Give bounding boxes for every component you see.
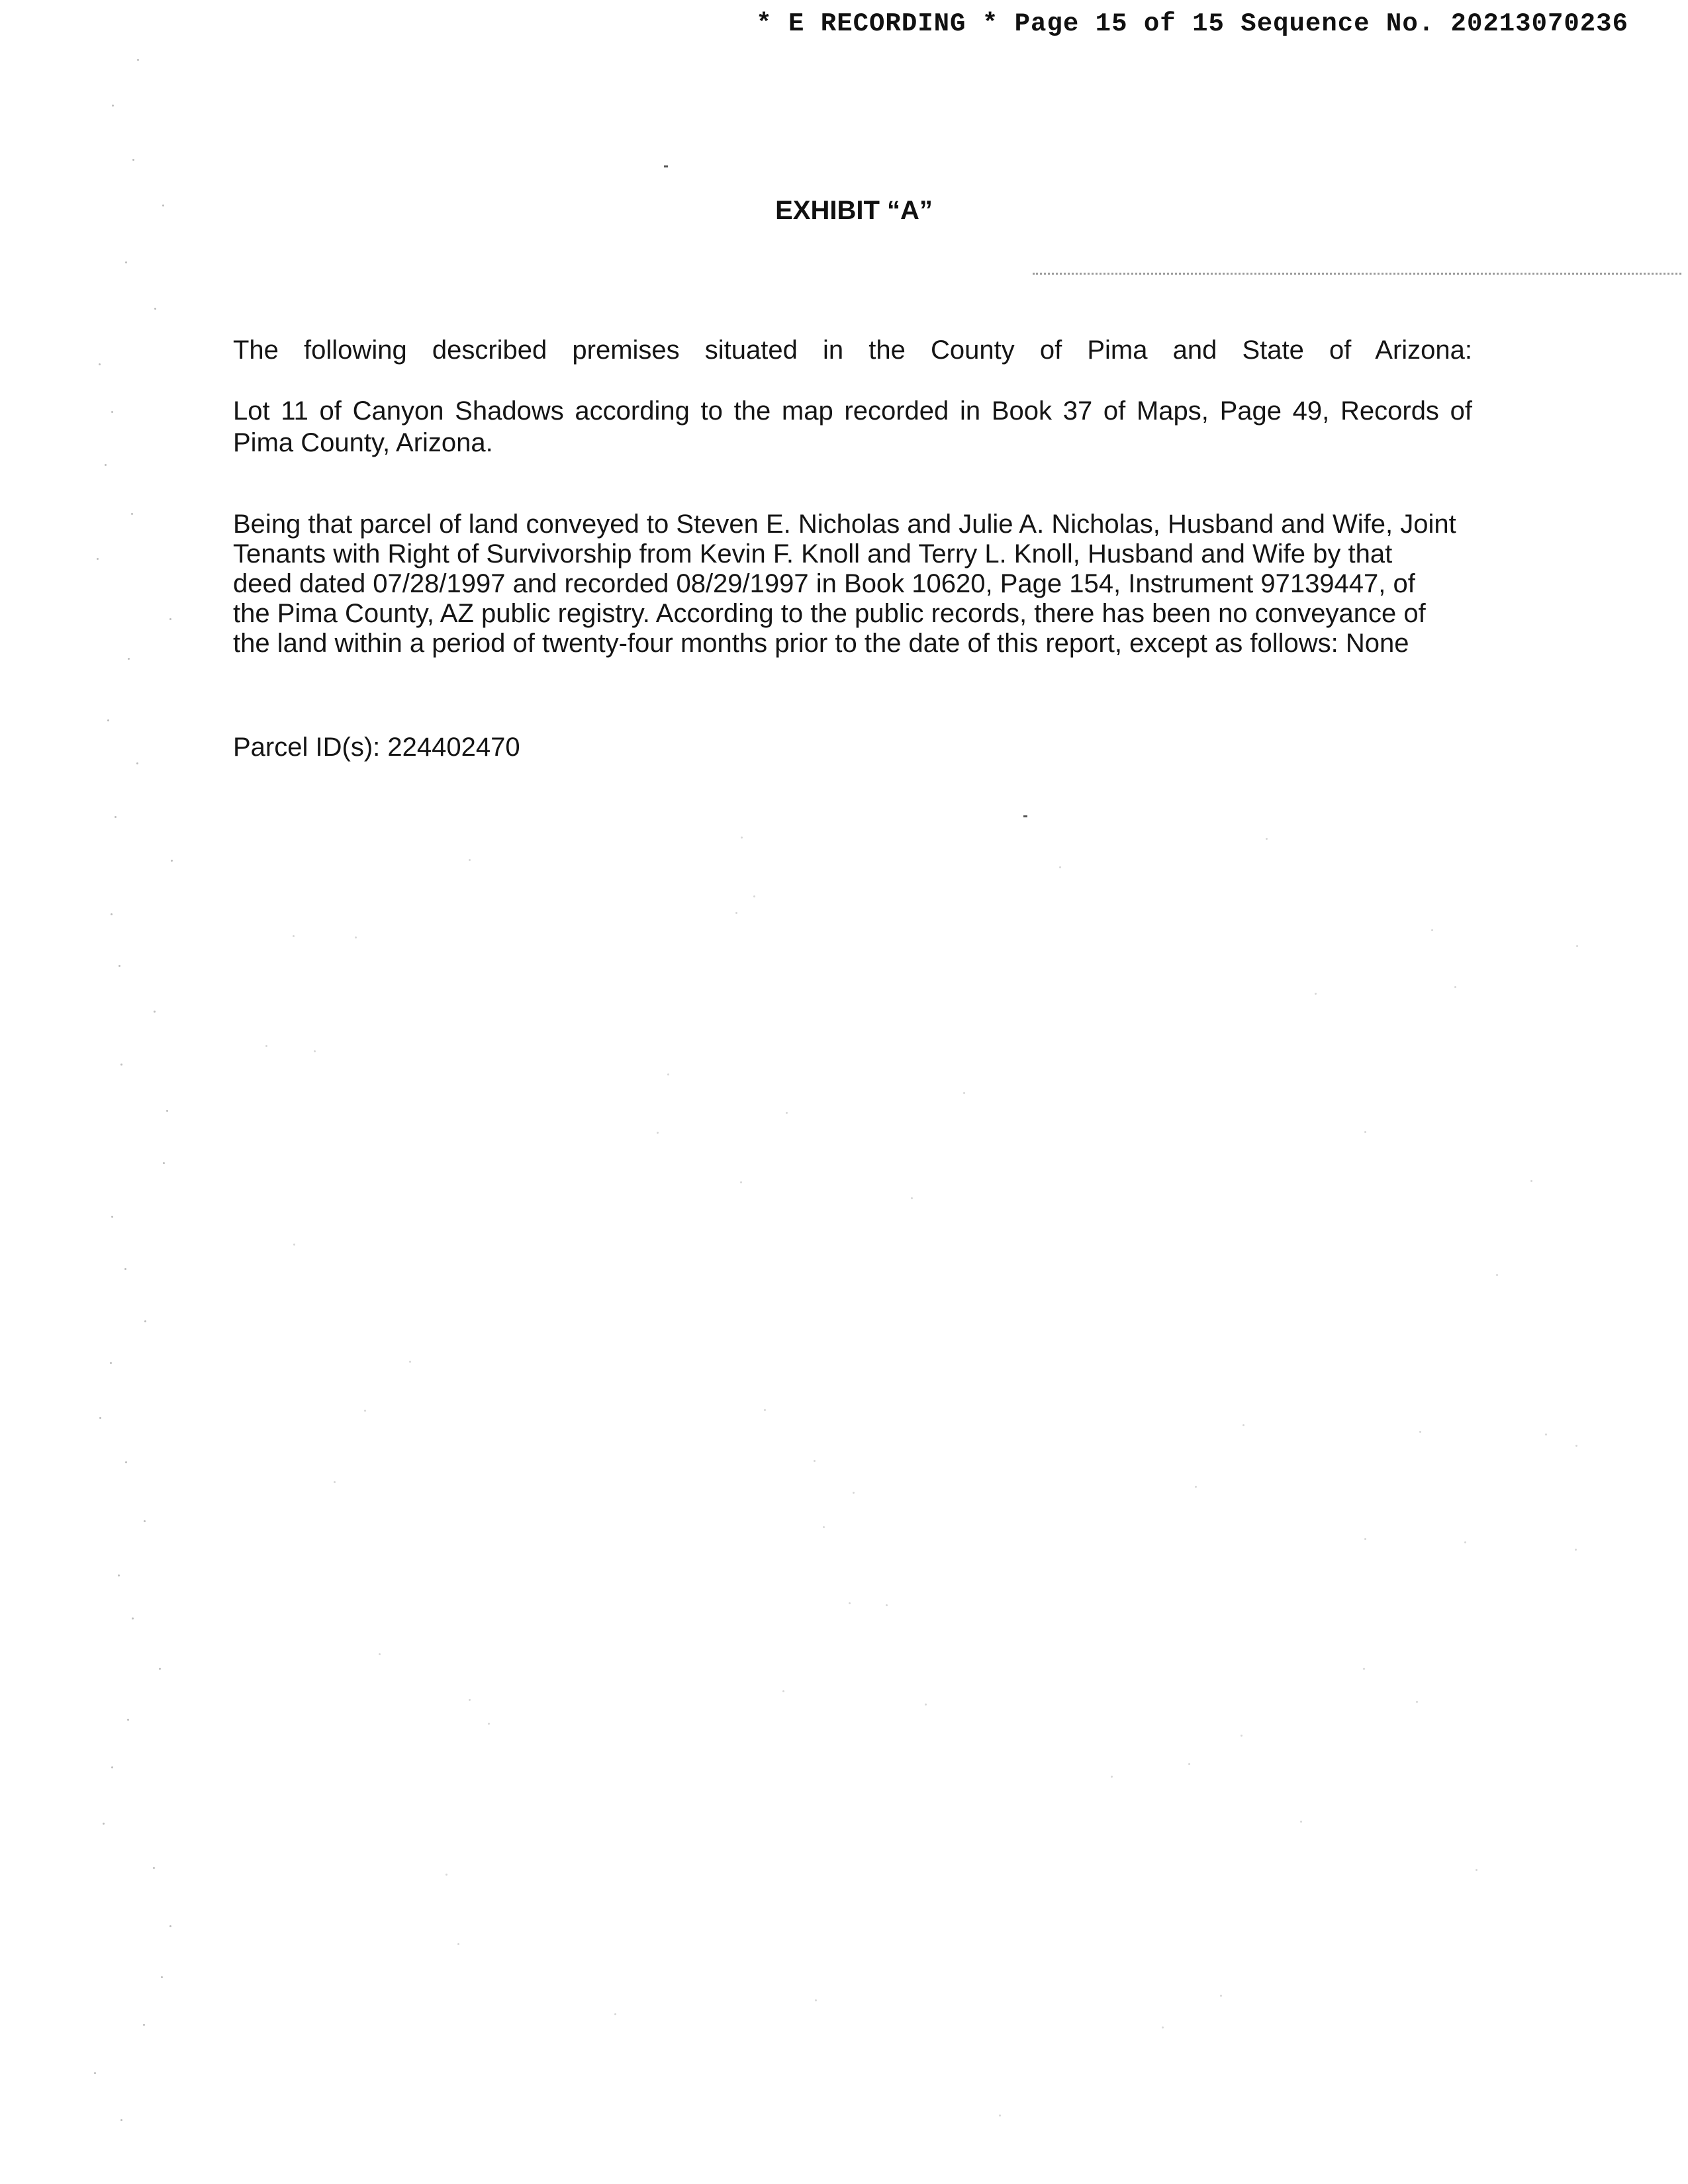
scan-speck: [103, 1823, 105, 1825]
scan-speck: [107, 719, 109, 721]
scan-speck: [667, 1073, 669, 1075]
scan-speck: [1431, 929, 1433, 931]
scan-artifact-mark: [1023, 815, 1027, 817]
scan-speck: [132, 159, 134, 161]
scan-speck: [153, 1867, 155, 1869]
scan-speck: [1315, 993, 1317, 995]
scan-speck: [853, 1492, 855, 1494]
scan-speck: [1162, 2026, 1164, 2028]
scan-speck: [364, 1410, 366, 1412]
scan-artifact-mark: [664, 165, 668, 167]
scan-speck: [163, 1162, 165, 1164]
scan-speck: [111, 913, 113, 915]
scan-speck: [457, 1943, 459, 1945]
scan-speck: [99, 363, 101, 365]
scan-speck: [265, 1045, 267, 1047]
scan-speck: [105, 464, 107, 466]
scan-speck: [127, 1719, 129, 1721]
scan-speck: [815, 1999, 817, 2001]
scan-speck: [740, 1181, 742, 1183]
scan-speck: [1454, 986, 1456, 988]
scan-speck: [409, 1361, 411, 1363]
scan-speck: [136, 762, 138, 764]
scan-speck: [1111, 1776, 1113, 1778]
scan-speck: [94, 2072, 96, 2074]
scan-speck: [1476, 1869, 1477, 1871]
scan-speck: [963, 1092, 965, 1094]
recording-header: * E RECORDING * Page 15 of 15 Sequence No. 20213070236: [756, 9, 1628, 38]
scan-speck: [169, 1925, 171, 1927]
scan-speck: [753, 895, 755, 897]
scan-speck: [1241, 1735, 1243, 1737]
scan-speck: [849, 1602, 851, 1604]
scan-speck: [999, 2115, 1001, 2116]
scan-speck: [764, 1409, 766, 1411]
scan-speck: [131, 513, 133, 515]
scan-speck: [786, 1112, 788, 1114]
scan-speck: [1575, 1549, 1577, 1551]
scan-speck: [1188, 1763, 1190, 1765]
scan-speck: [293, 935, 295, 937]
scan-speck: [334, 1481, 336, 1483]
premises-paragraph: The following described premises situated in the County of Pima and State of Arizona:: [233, 336, 1472, 365]
scan-speck: [128, 658, 130, 660]
scan-speck: [1300, 1821, 1302, 1823]
scan-speck: [137, 59, 139, 61]
scan-speck: [469, 859, 471, 861]
scan-speck: [161, 1976, 163, 1978]
scan-speck: [115, 816, 117, 818]
scan-speck: [1416, 1701, 1418, 1703]
scan-speck: [120, 2119, 122, 2121]
scan-speck: [925, 1704, 927, 1706]
scan-speck: [735, 912, 737, 914]
scan-speck: [741, 837, 743, 839]
scan-speck: [469, 1699, 471, 1701]
scan-speck: [1195, 1486, 1197, 1488]
scan-speck: [125, 261, 127, 263]
scan-speck: [355, 936, 357, 938]
conveyance-paragraph: Being that parcel of land conveyed to Steven E. Nicholas and Julie A. Nicholas, Husband and Wife, Joint Tenants with Right of Survivorship from Kevin F. Knoll and Terry L. Knoll, Husband and Wife by that deed dated 07/28/1997 and recorded 08/29/1997 in Book 10620, Page 154, Instrument 97139447, of the Pima County, AZ public registry. According to the public records, there has been no conveyance of the land within a period of twenty-four months prior to the date of this report, except as follows: None: [233, 510, 1456, 658]
scan-speck: [171, 860, 173, 862]
scan-speck: [169, 618, 171, 620]
scan-speck: [1464, 1541, 1466, 1543]
scan-speck: [657, 1132, 659, 1134]
scan-speck: [118, 965, 120, 967]
scan-speck: [1364, 1538, 1366, 1540]
scan-speck: [782, 1690, 784, 1692]
scan-speck: [1496, 1274, 1498, 1276]
scan-speck: [1576, 945, 1578, 947]
scan-speck: [314, 1050, 316, 1052]
scan-speck: [1059, 866, 1061, 868]
lot-description-paragraph: Lot 11 of Canyon Shadows according to the map recorded in Book 37 of Maps, Page 49, Records of Pima County, Arizona.: [233, 396, 1472, 457]
scan-speck: [159, 1668, 161, 1670]
scan-speck: [110, 1362, 112, 1364]
scan-speck: [379, 1653, 381, 1655]
scan-speck: [111, 1216, 113, 1218]
scan-speck: [814, 1460, 816, 1462]
scan-speck: [132, 1617, 134, 1619]
scan-speck: [886, 1604, 888, 1606]
scan-speck: [488, 1723, 490, 1725]
scan-speck: [154, 308, 156, 310]
scan-speck: [1243, 1424, 1244, 1426]
scan-speck: [293, 1244, 295, 1246]
scan-speck: [911, 1197, 913, 1199]
scan-speck: [1530, 1180, 1532, 1182]
scan-speck: [143, 2024, 145, 2026]
scan-speck: [162, 205, 164, 206]
scan-speck: [1266, 838, 1268, 840]
scan-speck: [1419, 1431, 1421, 1433]
scan-speck: [144, 1320, 146, 1322]
scan-speck: [125, 1461, 127, 1463]
scan-speck: [154, 1011, 156, 1013]
scan-artifact-dotted-rule: [1033, 273, 1681, 275]
scan-speck: [166, 1110, 168, 1112]
scan-speck: [1364, 1131, 1366, 1133]
scan-speck: [97, 558, 99, 560]
scan-speck: [1220, 1995, 1222, 1997]
scan-speck: [445, 1874, 447, 1876]
scan-speck: [111, 411, 113, 413]
scan-speck: [118, 1574, 120, 1576]
scan-speck: [1575, 1445, 1577, 1447]
scan-speck: [1363, 1668, 1365, 1670]
scan-speck: [124, 1268, 126, 1270]
scan-speck: [614, 2013, 616, 2015]
scan-speck: [111, 1766, 113, 1768]
parcel-id: Parcel ID(s): 224402470: [233, 733, 520, 762]
scan-speck: [112, 105, 114, 107]
scan-speck: [144, 1520, 146, 1522]
scan-speck: [99, 1417, 101, 1419]
exhibit-title: EXHIBIT “A”: [775, 196, 933, 225]
scan-speck: [1545, 1433, 1547, 1435]
scan-speck: [823, 1526, 825, 1528]
scan-speck: [120, 1064, 122, 1066]
